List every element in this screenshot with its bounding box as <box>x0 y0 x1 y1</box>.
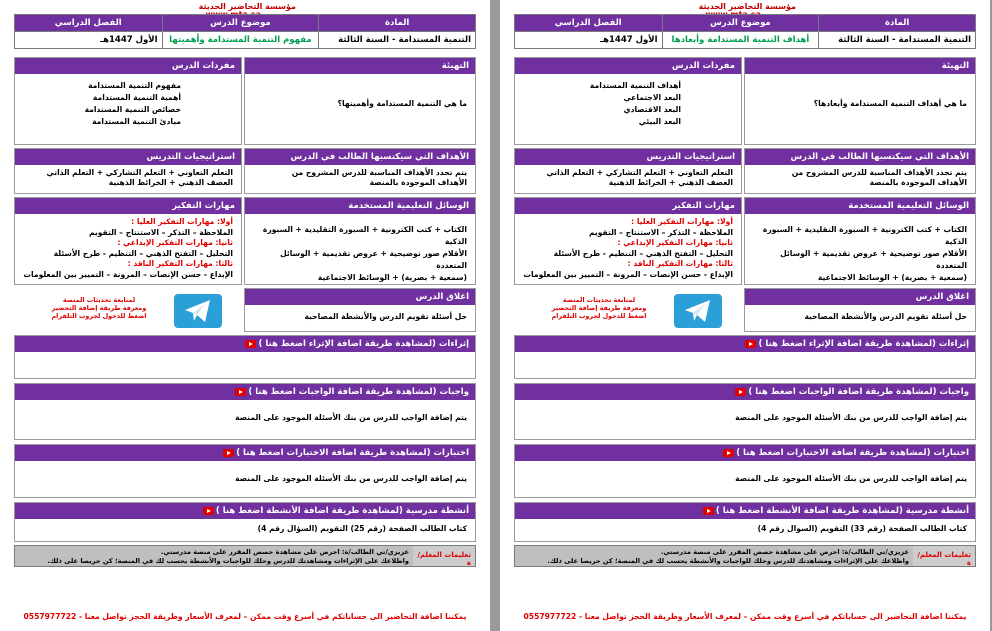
media-heading: الوسائل التعليمية المستخدمة <box>245 198 475 214</box>
thinking-line: الإبداع - حسن الإنصات – المرونة – التمييز بين المعلومات <box>23 269 233 279</box>
contact-footer: يمكننا اضافة التحاضير الى حساباتكم في أسرع وقت ممكن – لمعرف الأسعار وطريقة الحجز تواصل معنا - 0557977722 <box>523 612 967 621</box>
media-line: (سمعية + بصرية) + الوسائط الاجتماعية <box>817 273 967 282</box>
thinking-line: التحليل – التفتح الذهني – التنظيم - طرح الأسئلة <box>553 248 733 258</box>
thinking-line: ثالثا: مهارات التفكير الناقد : <box>127 259 233 268</box>
teacher-notes <box>514 545 976 567</box>
strategies-line: التعلم التعاوني + التعلم التشاركي + التعلم الذاتي <box>546 168 733 177</box>
vocab-item: البعد الاقتصادي <box>623 105 681 114</box>
thinking-line: التحليل – التفتح الذهني – التنظيم - طرح الأسئلة <box>53 248 233 258</box>
teacher-notes-text <box>15 546 413 566</box>
promo-line: اضغط للدخول لجروب التلقرام <box>51 312 147 320</box>
subject-value: التنمية المستدامة - السنة الثالثة <box>819 32 976 49</box>
teacher-notes <box>14 545 476 567</box>
promo-line: ومعرفة طريقة إضافة التحضير <box>551 304 647 312</box>
thinking-line: ثانيا: مهارات التفكير الإبداعي : <box>617 238 733 247</box>
term-header: الفصل الدراسي <box>515 15 663 32</box>
strategies-line: العصف الذهني + الخرائط الذهنية <box>108 178 233 187</box>
strategies-box <box>514 148 742 194</box>
youtube-icon[interactable] <box>245 340 256 348</box>
tests-heading[interactable] <box>15 445 475 461</box>
media-line: الكتاب + كتب الكترونية + السبورة التقليدية + السبورة الذكية <box>262 225 467 246</box>
warmup-heading: التهيئة <box>245 58 475 74</box>
homework-box <box>14 383 476 440</box>
term-value: الأول 1447هـ <box>515 32 663 49</box>
enrichment-link[interactable]: إثراءات (لمشاهدة طريقة اضافة الإثراء اضغط هنا ) <box>758 339 969 349</box>
thinking-box <box>14 197 242 285</box>
activities-heading[interactable] <box>515 503 975 519</box>
vocab-item: مبادئ التنمية المستدامة <box>92 117 181 126</box>
media-box <box>244 197 476 285</box>
strategies-heading: استراتيجيات التدريس <box>515 149 741 165</box>
notes-line: واطلاعك على الإثراءات ومشاهدتك للدرس وحلك للواجبات والأنشطة يحسب لك في المنصة؛ كن حريصا على ذلك. <box>47 557 409 565</box>
activities-link[interactable]: أنشطة مدرسية (لمشاهدة طريقة اضافة الأنشطة اضغط هنا ) <box>715 506 969 516</box>
page-header <box>14 2 476 14</box>
homework-heading[interactable] <box>515 384 975 400</box>
strategies-line: العصف الذهني + الخرائط الذهنية <box>608 178 733 187</box>
thinking-line: أولا: مهارات التفكير العليا : <box>631 217 733 226</box>
homework-box <box>514 383 976 440</box>
enrichment-box <box>14 335 476 379</box>
thinking-text <box>15 214 241 284</box>
objectives-heading: الأهداف التي سيكتسبها الطالب في الدرس <box>745 149 975 165</box>
youtube-icon[interactable] <box>203 507 214 515</box>
teacher-notes-text <box>515 546 913 566</box>
objectives-box <box>744 148 976 194</box>
warmup-question: ما هي أهداف التنمية المستدامة وأبعادها؟ <box>813 99 967 108</box>
vocab-list <box>515 74 741 132</box>
media-line: الكتاب + كتب الكترونية + السبورة التقليدية + السبورة الذكية <box>762 225 967 246</box>
tests-link[interactable]: اختبارات (لمشاهدة طريقة اضافة الاختبارات اضغط هنا ) <box>236 448 469 458</box>
activities-link[interactable]: أنشطة مدرسية (لمشاهدة طريقة اضافة الأنشطة اضغط هنا ) <box>215 506 469 516</box>
media-box <box>744 197 976 285</box>
lesson-page <box>0 0 490 631</box>
enrichment-heading[interactable] <box>15 336 475 352</box>
org-name: مؤسسة التحاضير الحديثة <box>198 2 296 11</box>
lesson-title: أهداف التنمية المستدامة وأبعادها <box>662 32 819 49</box>
lesson-info-table <box>14 14 476 49</box>
strategies-heading: استراتيجيات التدريس <box>15 149 241 165</box>
objectives-heading: الأهداف التي سيكتسبها الطالب في الدرس <box>245 149 475 165</box>
homework-link[interactable]: واجبات (لمشاهدة طريقة اضافة الواجبات اضغط هنا ) <box>248 387 469 397</box>
youtube-icon[interactable] <box>723 449 734 457</box>
tests-box <box>514 444 976 498</box>
subject-value: التنمية المستدامة - السنة الثالثة <box>319 32 476 49</box>
teacher-notes-label: تعليمات المعلم/ة <box>413 546 475 566</box>
homework-link[interactable]: واجبات (لمشاهدة طريقة اضافة الواجبات اضغط هنا ) <box>748 387 969 397</box>
telegram-promo[interactable] <box>44 296 154 320</box>
strategies-text <box>15 165 241 192</box>
notes-line: واطلاعك على الإثراءات ومشاهدتك للدرس وحلك للواجبات والأنشطة يحسب لك في المنصة؛ كن حريصا على ذلك. <box>547 557 909 565</box>
activities-text: كتاب الطالب الصفحة (رقم 33) التقويم (السوال رقم 4) <box>757 524 967 533</box>
strategies-line: التعلم التعاوني + التعلم التشاركي + التعلم الذاتي <box>46 168 233 177</box>
vocab-item: أهداف التنمية المستدامة <box>589 81 681 90</box>
lesson-page <box>500 0 990 631</box>
vocab-item: البعد البيئي <box>638 117 681 126</box>
media-text <box>745 214 975 288</box>
tests-heading[interactable] <box>515 445 975 461</box>
youtube-icon[interactable] <box>223 449 234 457</box>
lesson-info-table <box>514 14 976 49</box>
thinking-line: الملاحظة – التذكر – الاستنتاج – التقويم <box>88 227 233 237</box>
thinking-box <box>514 197 742 285</box>
thinking-heading: مهارات التفكير <box>15 198 241 214</box>
lesson-header: موضوع الدرس <box>662 15 819 32</box>
media-line: (سمعية + بصرية) + الوسائط الاجتماعية <box>317 273 467 282</box>
activities-box <box>14 502 476 542</box>
notes-line: عزيزي/تي الطالب/ة: احرص على مشاهدة حصص المقرر على منصة مدرستي. <box>160 548 409 556</box>
youtube-icon[interactable] <box>745 340 756 348</box>
warmup-box <box>744 57 976 145</box>
activities-heading[interactable] <box>15 503 475 519</box>
vocab-heading: مفردات الدرس <box>515 58 741 74</box>
closure-heading: اغلاق الدرس <box>745 289 975 305</box>
thinking-text <box>515 214 741 284</box>
lesson-header: موضوع الدرس <box>162 15 319 32</box>
promo-line: اضغط للدخول لجروب التلقرام <box>551 312 647 320</box>
youtube-icon[interactable] <box>703 507 714 515</box>
vocab-box <box>514 57 742 145</box>
activities-box <box>514 502 976 542</box>
promo-line: ومعرفة طريقة إضافة التحضير <box>51 304 147 312</box>
homework-text: يتم إضافة الواجب للدرس من بنك الأسئلة الموجود على المنصة <box>735 413 967 422</box>
objectives-box <box>244 148 476 194</box>
term-header: الفصل الدراسي <box>15 15 163 32</box>
enrichment-heading[interactable] <box>515 336 975 352</box>
media-text <box>245 214 475 288</box>
notes-line: عزيزي/تي الطالب/ة: احرص على مشاهدة حصص المقرر على منصة مدرستي. <box>660 548 909 556</box>
warmup-question: ما هي التنمية المستدامة وأهميتها؟ <box>337 99 467 108</box>
homework-text: يتم إضافة الواجب للدرس من بنك الأسئلة الموجود على المنصة <box>235 413 467 422</box>
vocab-heading: مفردات الدرس <box>15 58 241 74</box>
thinking-line: ثالثا: مهارات التفكير الناقد : <box>627 259 733 268</box>
subject-header: المادة <box>819 15 976 32</box>
media-line: الأقلام صور توضيحية + عروض تقديمية + الوسائل المتعددة <box>280 249 467 270</box>
activities-text: كتاب الطالب الصفحة (رقم 25) التقويم (السؤال رقم 4) <box>257 524 467 533</box>
homework-heading[interactable] <box>15 384 475 400</box>
youtube-icon[interactable] <box>235 388 246 396</box>
org-name: مؤسسة التحاضير الحديثة <box>698 2 796 11</box>
closure-box <box>744 288 976 332</box>
thinking-line: أولا: مهارات التفكير العليا : <box>131 217 233 226</box>
strategies-box <box>14 148 242 194</box>
closure-text: حل أسئلة تقويم الدرس والأنشطة المصاحبة <box>304 312 467 321</box>
warmup-heading: التهيئة <box>745 58 975 74</box>
enrichment-box <box>514 335 976 379</box>
telegram-icon[interactable] <box>174 294 222 328</box>
term-value: الأول 1447هـ <box>15 32 163 49</box>
telegram-icon[interactable] <box>674 294 722 328</box>
vocab-item: مفهوم التنمية المستدامة <box>88 81 181 90</box>
tests-text: يتم إضافة الواجب للدرس من بنك الأسئلة الموجود على المنصة <box>735 474 967 483</box>
tests-text: يتم إضافة الواجب للدرس من بنك الأسئلة الموجود على المنصة <box>235 474 467 483</box>
promo-line: لمتابعة تحديثات المنصة <box>562 296 636 304</box>
media-line: الأقلام صور توضيحية + عروض تقديمية + الوسائل المتعددة <box>780 249 967 270</box>
lesson-title: مفهوم التنمية المستدامة وأهميتها <box>162 32 319 49</box>
media-heading: الوسائل التعليمية المستخدمة <box>745 198 975 214</box>
closure-heading: اغلاق الدرس <box>245 289 475 305</box>
thinking-heading: مهارات التفكير <box>515 198 741 214</box>
closure-box <box>244 288 476 332</box>
page-header <box>514 2 976 14</box>
warmup-box <box>244 57 476 145</box>
promo-line: لمتابعة تحديثات المنصة <box>62 296 136 304</box>
tests-box <box>14 444 476 498</box>
vocab-item: البعد الاجتماعي <box>623 93 681 102</box>
thinking-line: الإبداع - حسن الإنصات – المرونة – التمييز بين المعلومات <box>523 269 733 279</box>
objectives-text: يتم تحدد الأهداف المناسبة للدرس المشروح من الأهداف الموجودة بالمنصة <box>291 168 467 187</box>
vocab-box <box>14 57 242 145</box>
vocab-item: أهمية التنمية المستدامة <box>92 93 181 102</box>
contact-footer: يمكننا اضافة التحاضير الى حساباتكم في أسرع وقت ممكن – لمعرف الأسعار وطريقة الحجز تواصل معنا - 0557977722 <box>23 612 467 621</box>
vocab-item: خصائص التنمية المستدامة <box>84 105 181 114</box>
enrichment-link[interactable]: إثراءات (لمشاهدة طريقة اضافة الإثراء اضغط هنا ) <box>258 339 469 349</box>
youtube-icon[interactable] <box>735 388 746 396</box>
thinking-line: ثانيا: مهارات التفكير الإبداعي : <box>117 238 233 247</box>
telegram-promo[interactable] <box>544 296 654 320</box>
vocab-list <box>15 74 241 132</box>
tests-link[interactable]: اختبارات (لمشاهدة طريقة اضافة الاختبارات اضغط هنا ) <box>736 448 969 458</box>
subject-header: المادة <box>319 15 476 32</box>
strategies-text <box>515 165 741 192</box>
closure-text: حل أسئلة تقويم الدرس والأنشطة المصاحبة <box>804 312 967 321</box>
teacher-notes-label: تعليمات المعلم/ة <box>913 546 975 566</box>
objectives-text: يتم تحدد الأهداف المناسبة للدرس المشروح من الأهداف الموجودة بالمنصة <box>791 168 967 187</box>
thinking-line: الملاحظة – التذكر – الاستنتاج – التقويم <box>588 227 733 237</box>
